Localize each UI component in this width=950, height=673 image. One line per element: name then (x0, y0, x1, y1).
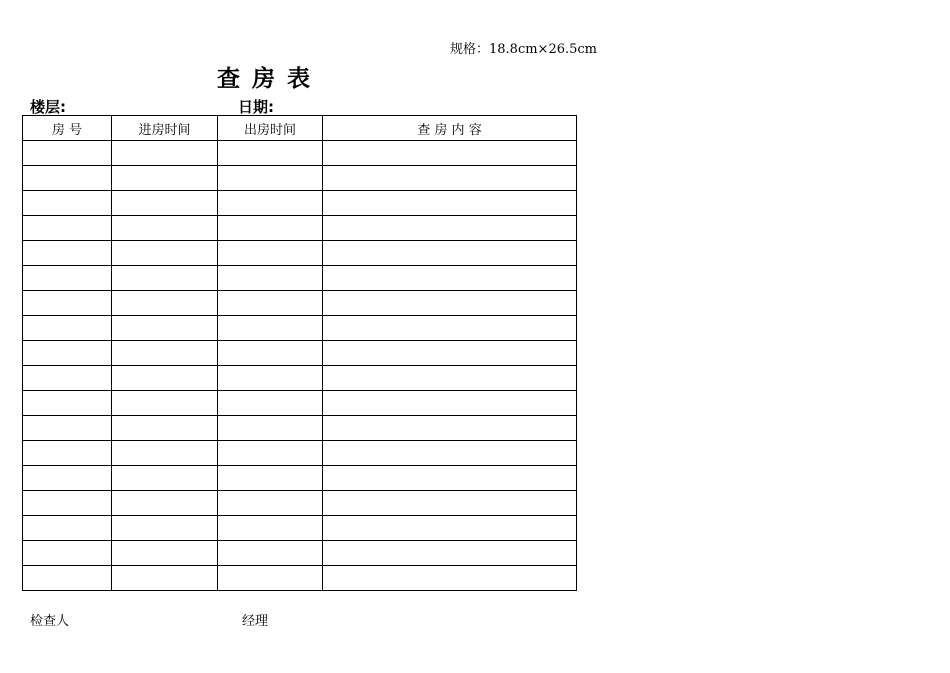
cell-check-out-time[interactable] (218, 491, 323, 516)
date-label: 日期: (238, 98, 274, 116)
floor-label: 楼层: (30, 98, 66, 116)
table-row (23, 291, 577, 316)
table-row (23, 566, 577, 591)
cell-check-in-time[interactable] (112, 266, 218, 291)
cell-inspection-content[interactable] (323, 316, 577, 341)
table-row (23, 466, 577, 491)
table-row (23, 416, 577, 441)
cell-check-in-time[interactable] (112, 566, 218, 591)
cell-inspection-content[interactable] (323, 266, 577, 291)
cell-room-number[interactable] (23, 516, 112, 541)
cell-check-out-time[interactable] (218, 216, 323, 241)
cell-room-number[interactable] (23, 316, 112, 341)
cell-check-in-time[interactable] (112, 541, 218, 566)
page-title: 查 房 表 (217, 66, 313, 92)
table-row (23, 341, 577, 366)
cell-inspection-content[interactable] (323, 491, 577, 516)
cell-room-number[interactable] (23, 216, 112, 241)
table-row (23, 216, 577, 241)
cell-inspection-content[interactable] (323, 341, 577, 366)
cell-check-out-time[interactable] (218, 441, 323, 466)
cell-check-out-time[interactable] (218, 391, 323, 416)
header-check-out-time: 出房时间 (218, 116, 323, 141)
table-row (23, 166, 577, 191)
table-header-row (23, 116, 577, 141)
cell-inspection-content[interactable] (323, 216, 577, 241)
cell-inspection-content[interactable] (323, 141, 577, 166)
cell-room-number[interactable] (23, 441, 112, 466)
cell-room-number[interactable] (23, 266, 112, 291)
cell-room-number[interactable] (23, 341, 112, 366)
table-row (23, 441, 577, 466)
cell-inspection-content[interactable] (323, 391, 577, 416)
cell-check-in-time[interactable] (112, 166, 218, 191)
cell-room-number[interactable] (23, 291, 112, 316)
cell-check-out-time[interactable] (218, 316, 323, 341)
table-row (23, 191, 577, 216)
table-row (23, 316, 577, 341)
cell-room-number[interactable] (23, 491, 112, 516)
table-row (23, 366, 577, 391)
cell-check-in-time[interactable] (112, 441, 218, 466)
header-inspection-content: 查 房 内 容 (323, 116, 577, 141)
cell-check-out-time[interactable] (218, 291, 323, 316)
cell-room-number[interactable] (23, 366, 112, 391)
cell-check-out-time[interactable] (218, 416, 323, 441)
cell-room-number[interactable] (23, 466, 112, 491)
cell-room-number[interactable] (23, 166, 112, 191)
manager-label: 经理 (242, 614, 269, 629)
table-row (23, 266, 577, 291)
table-row (23, 241, 577, 266)
cell-inspection-content[interactable] (323, 241, 577, 266)
cell-check-in-time[interactable] (112, 366, 218, 391)
spec-label: 规格：18.8cm×26.5cm (450, 42, 597, 57)
cell-check-out-time[interactable] (218, 166, 323, 191)
cell-check-out-time[interactable] (218, 266, 323, 291)
cell-check-in-time[interactable] (112, 516, 218, 541)
cell-check-in-time[interactable] (112, 241, 218, 266)
cell-check-in-time[interactable] (112, 341, 218, 366)
cell-check-in-time[interactable] (112, 191, 218, 216)
cell-check-in-time[interactable] (112, 391, 218, 416)
table-row (23, 141, 577, 166)
cell-inspection-content[interactable] (323, 566, 577, 591)
cell-room-number[interactable] (23, 416, 112, 441)
cell-check-in-time[interactable] (112, 141, 218, 166)
cell-check-out-time[interactable] (218, 191, 323, 216)
cell-inspection-content[interactable] (323, 191, 577, 216)
cell-check-out-time[interactable] (218, 241, 323, 266)
cell-check-out-time[interactable] (218, 341, 323, 366)
cell-check-in-time[interactable] (112, 316, 218, 341)
table-row (23, 541, 577, 566)
cell-inspection-content[interactable] (323, 541, 577, 566)
cell-check-out-time[interactable] (218, 141, 323, 166)
cell-room-number[interactable] (23, 241, 112, 266)
inspector-label: 检查人 (30, 614, 70, 629)
header-room-number: 房 号 (23, 116, 112, 141)
cell-check-in-time[interactable] (112, 466, 218, 491)
cell-check-out-time[interactable] (218, 516, 323, 541)
cell-check-in-time[interactable] (112, 291, 218, 316)
table-row (23, 491, 577, 516)
cell-inspection-content[interactable] (323, 166, 577, 191)
cell-check-out-time[interactable] (218, 466, 323, 491)
cell-check-out-time[interactable] (218, 566, 323, 591)
cell-check-out-time[interactable] (218, 366, 323, 391)
cell-room-number[interactable] (23, 391, 112, 416)
cell-inspection-content[interactable] (323, 441, 577, 466)
cell-inspection-content[interactable] (323, 466, 577, 491)
cell-room-number[interactable] (23, 566, 112, 591)
cell-check-in-time[interactable] (112, 491, 218, 516)
table-row (23, 391, 577, 416)
cell-check-in-time[interactable] (112, 416, 218, 441)
room-check-table (22, 115, 577, 591)
cell-room-number[interactable] (23, 541, 112, 566)
table-row (23, 516, 577, 541)
header-check-in-time: 进房时间 (112, 116, 218, 141)
cell-room-number[interactable] (23, 191, 112, 216)
cell-inspection-content[interactable] (323, 291, 577, 316)
cell-inspection-content[interactable] (323, 366, 577, 391)
cell-room-number[interactable] (23, 141, 112, 166)
cell-check-out-time[interactable] (218, 541, 323, 566)
cell-inspection-content[interactable] (323, 516, 577, 541)
cell-check-in-time[interactable] (112, 216, 218, 241)
table-body (23, 141, 577, 591)
cell-inspection-content[interactable] (323, 416, 577, 441)
